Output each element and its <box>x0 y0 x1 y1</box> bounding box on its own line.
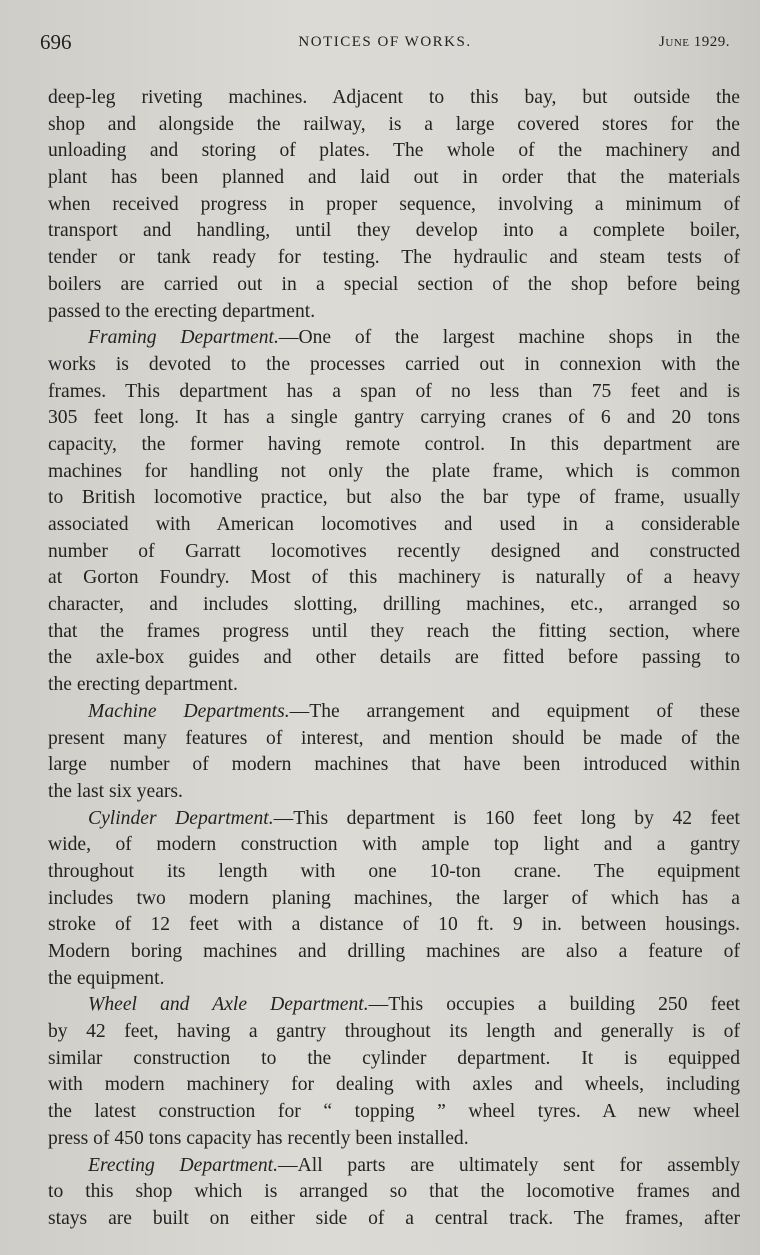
text-line <box>48 192 740 219</box>
text-line <box>48 645 740 672</box>
line-text: present many features of interest, and mention should be made of the <box>48 727 740 749</box>
paragraph <box>48 85 740 325</box>
line-text: the erecting department. <box>48 674 238 696</box>
paragraph <box>48 1153 740 1233</box>
line-text: stroke of 12 feet with a distance of 10 ft. 9 in. between housings. <box>48 914 740 936</box>
line-text: character, and includes slotting, drilling machines, etc., arranged so <box>48 594 740 616</box>
text-line <box>48 1046 740 1073</box>
text-line <box>48 752 740 779</box>
paragraph <box>48 699 740 806</box>
section-heading: Wheel and Axle Department. <box>88 994 369 1016</box>
text-line <box>48 859 740 886</box>
section-heading: Erecting Department. <box>88 1154 278 1176</box>
text-line <box>48 485 740 512</box>
line-text: large number of modern machines that have been introduced within <box>48 754 740 776</box>
text-line <box>48 1179 740 1206</box>
text-line <box>48 1153 740 1180</box>
line-text: when received progress in proper sequence, involving a minimum of <box>48 193 740 215</box>
running-header <box>40 30 730 54</box>
text-line <box>48 619 740 646</box>
text-line <box>48 1206 740 1233</box>
running-title: NOTICES OF WORKS. <box>298 34 472 50</box>
line-text: press of 450 tons capacity has recently been installed. <box>48 1127 469 1149</box>
text-line <box>48 1072 740 1099</box>
line-text: —This occupies a building 250 feet <box>368 994 740 1016</box>
line-text: works is devoted to the processes carried out in connexion with the <box>48 353 740 375</box>
text-line <box>48 806 740 833</box>
paragraph <box>48 992 740 1152</box>
text-line <box>48 539 740 566</box>
line-text: unloading and storing of plates. The whole of the machinery and <box>48 140 740 162</box>
article-body <box>48 85 740 1233</box>
line-text: —One of the largest machine shops in the <box>278 327 740 349</box>
text-line <box>48 432 740 459</box>
line-text: the equipment. <box>48 967 165 989</box>
line-text: at Gorton Foundry. Most of this machinery is naturally of a heavy <box>48 567 740 589</box>
text-line <box>48 379 740 406</box>
line-text: that the frames progress until they reach the fitting section, where <box>48 620 740 642</box>
line-text: transport and handling, until they develop into a complete boiler, <box>48 220 740 242</box>
line-text: —This department is 160 feet long by 42 feet <box>273 807 740 829</box>
line-text: shop and alongside the railway, is a large covered stores for the <box>48 113 740 135</box>
line-text: to this shop which is arranged so that the locomotive frames and <box>48 1181 740 1203</box>
text-line <box>48 1126 740 1153</box>
text-line <box>48 832 740 859</box>
text-line <box>48 325 740 352</box>
line-text: —All parts are ultimately sent for assembly <box>278 1154 740 1176</box>
line-text: frames. This department has a span of no less than 75 feet and is <box>48 380 740 402</box>
page-number: 696 <box>40 30 72 54</box>
line-text: —The arrangement and equipment of these <box>289 700 740 722</box>
line-text: boilers are carried out in a special section of the shop before being <box>48 273 740 295</box>
text-line <box>48 165 740 192</box>
text-line <box>48 592 740 619</box>
line-text: 305 feet long. It has a single gantry carrying cranes of 6 and 20 tons <box>48 407 740 429</box>
line-text: wide, of modern construction with ample top light and a gantry <box>48 834 740 856</box>
text-line <box>48 138 740 165</box>
line-text: machines for handling not only the plate frame, which is common <box>48 460 740 482</box>
line-text: tender or tank ready for testing. The hydraulic and steam tests of <box>48 247 740 269</box>
section-heading: Framing Department. <box>88 327 279 349</box>
line-text: to British locomotive practice, but also the bar type of frame, usually <box>48 487 740 509</box>
line-text: the last six years. <box>48 780 183 802</box>
line-text: number of Garratt locomotives recently designed and constructed <box>48 540 740 562</box>
text-line <box>48 699 740 726</box>
text-line <box>48 405 740 432</box>
text-line <box>48 459 740 486</box>
line-text: passed to the erecting department. <box>48 300 316 322</box>
text-line <box>48 886 740 913</box>
text-line <box>48 672 740 699</box>
paragraph <box>48 325 740 699</box>
line-text: plant has been planned and laid out in order that the materials <box>48 167 740 189</box>
issue-date: June 1929. <box>659 34 730 50</box>
text-line <box>48 1019 740 1046</box>
text-line <box>48 218 740 245</box>
text-line <box>48 112 740 139</box>
line-text: the latest construction for “ topping ” wheel tyres. A new wheel <box>48 1101 740 1123</box>
text-line <box>48 912 740 939</box>
line-text: stays are built on either side of a central track. The frames, after <box>48 1207 740 1229</box>
text-line <box>48 939 740 966</box>
text-line <box>48 726 740 753</box>
text-line <box>48 512 740 539</box>
line-text: Modern boring machines and drilling machines are also a feature of <box>48 941 740 962</box>
text-line <box>48 1099 740 1126</box>
line-text: by 42 feet, having a gantry throughout its length and generally is of <box>48 1021 740 1043</box>
line-text: deep-leg riveting machines. Adjacent to this bay, but outside the <box>48 87 740 108</box>
line-text: similar construction to the cylinder department. It is equipped <box>48 1047 740 1069</box>
section-heading: Machine Departments. <box>88 700 290 722</box>
text-line <box>48 992 740 1019</box>
line-text: capacity, the former having remote control. In this department are <box>48 433 740 455</box>
line-text: includes two modern planing machines, the larger of which has a <box>48 887 740 909</box>
line-text: the axle-box guides and other details are fitted before passing to <box>48 647 740 669</box>
text-line <box>48 299 740 326</box>
text-line <box>48 245 740 272</box>
line-text: with modern machinery for dealing with axles and wheels, including <box>48 1074 740 1096</box>
paragraph <box>48 806 740 993</box>
text-line <box>48 85 740 112</box>
text-line <box>48 352 740 379</box>
text-line <box>48 966 740 993</box>
section-heading: Cylinder Department. <box>88 807 274 829</box>
line-text: throughout its length with one 10-ton crane. The equipment <box>48 860 740 882</box>
text-line <box>48 779 740 806</box>
text-line <box>48 565 740 592</box>
line-text: associated with American locomotives and used in a considerable <box>48 514 740 535</box>
text-line <box>48 272 740 299</box>
